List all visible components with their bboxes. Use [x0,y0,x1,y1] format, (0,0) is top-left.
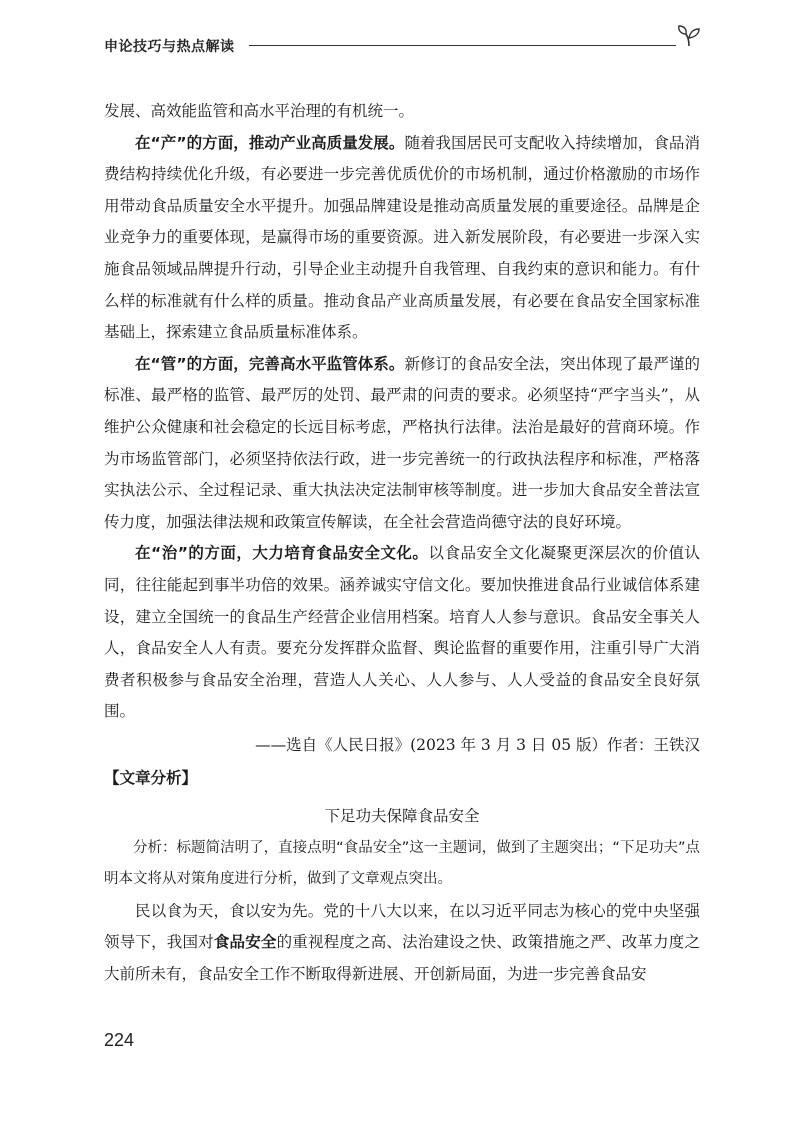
analysis-title: 下足功夫保障食品安全 [324,807,480,826]
paragraph-supervision [104,349,700,539]
paragraph-text: 民以食为天，食以安为先。党的十八大以来，在以习近平同志为核心的党中央坚强领导下，我国对 [104,901,700,952]
paragraph-heading: 在“管”的方面，完善高水平监管体系。 [135,354,405,373]
header-rule [249,45,676,46]
source-attribution: ——选自《人民日报》(2023 年 3 月 3 日 05 版）作者：王铁汉 [255,735,700,754]
sprout-icon [676,24,702,48]
paragraph-text: 的重视程度之高、法治建设之快、政策措施之严、改革力度之大前所未有，食品安全工作不断取得新进展、开创新局面，为进一步完善食品安 [104,933,700,984]
paragraph-analysis-body [104,896,700,991]
page-number: 224 [104,1030,135,1050]
paragraph-text: 以食品安全文化凝聚更深层次的价值认同，往往能起到事半功倍的效果。涵养诚实守信文化。要加快推进食品行业诚信体系建设，建立全国统一的食品生产经营企业信用档案。培育人人参与意识。食品安全事关人人，食品安全人人有责。要充分发挥群众监督、舆论监督的重要作用，注重引导广大消费者积极参与食品安全治理，营造人人关心、人人参与、人人受益的食品安全良好氛围。 [104,544,700,721]
analysis-note: 分析：标题简洁明了，直接点明“食品安全”这一主题词，做到了主题突出；“下足功夫”点明本文将从对策角度进行分析，做到了文章观点突出。 [104,839,700,888]
paragraph-heading: 在“产”的方面，推动产业高质量发展。 [135,133,405,152]
article-body [104,96,700,991]
paragraph-continued: 发展、高效能监管和高水平治理的有机统一。 [104,102,415,120]
paragraph-governance [104,538,700,728]
highlight-term: 食品安全 [213,933,277,952]
running-header [104,30,704,60]
paragraph-heading: 在“治”的方面，大力培育食品安全文化。 [135,544,429,563]
paragraph-text: 随着我国居民可支配收入持续增加，食品消费结构持续优化升级，有必要进一步完善优质优价的市场机制，通过价格激励的市场作用带动食品质量安全水平提升。加强品牌建设是推动高质量发展的重要途径。品牌是企业竞争力的重要体现，是赢得市场的重要资源。进入新发展阶段，有必要进一步深入实施食品领域品牌提升行动，引导企业主动提升自我管理、自我约束的意识和能力。有什么样的标准就有什么样的质量。推动食品产业高质量发展，有必要在食品安全国家标准基础上，探索建立食品质量标准体系。 [104,133,700,342]
section-label: 【文章分析】 [104,769,198,788]
header-title: 申论技巧与热点解读 [104,39,235,55]
paragraph-production [104,128,700,349]
paragraph-text: 新修订的食品安全法，突出体现了最严谨的标准、最严格的监管、最严厉的处罚、最严肃的问责的要求。必须坚持“严字当头”，从维护公众健康和社会稳定的长远目标考虑，严格执行法律。法治是最好的营商环境。作为市场监管部门，必须坚持依法行政，进一步完善统一的行政执法程序和标准，严格落实执法公示、全过程记录、重大执法决定法制审核等制度。进一步加大食品安全普法宣传力度，加强法律法规和政策宣传解读，在全社会营造尚德守法的良好环境。 [104,354,700,531]
